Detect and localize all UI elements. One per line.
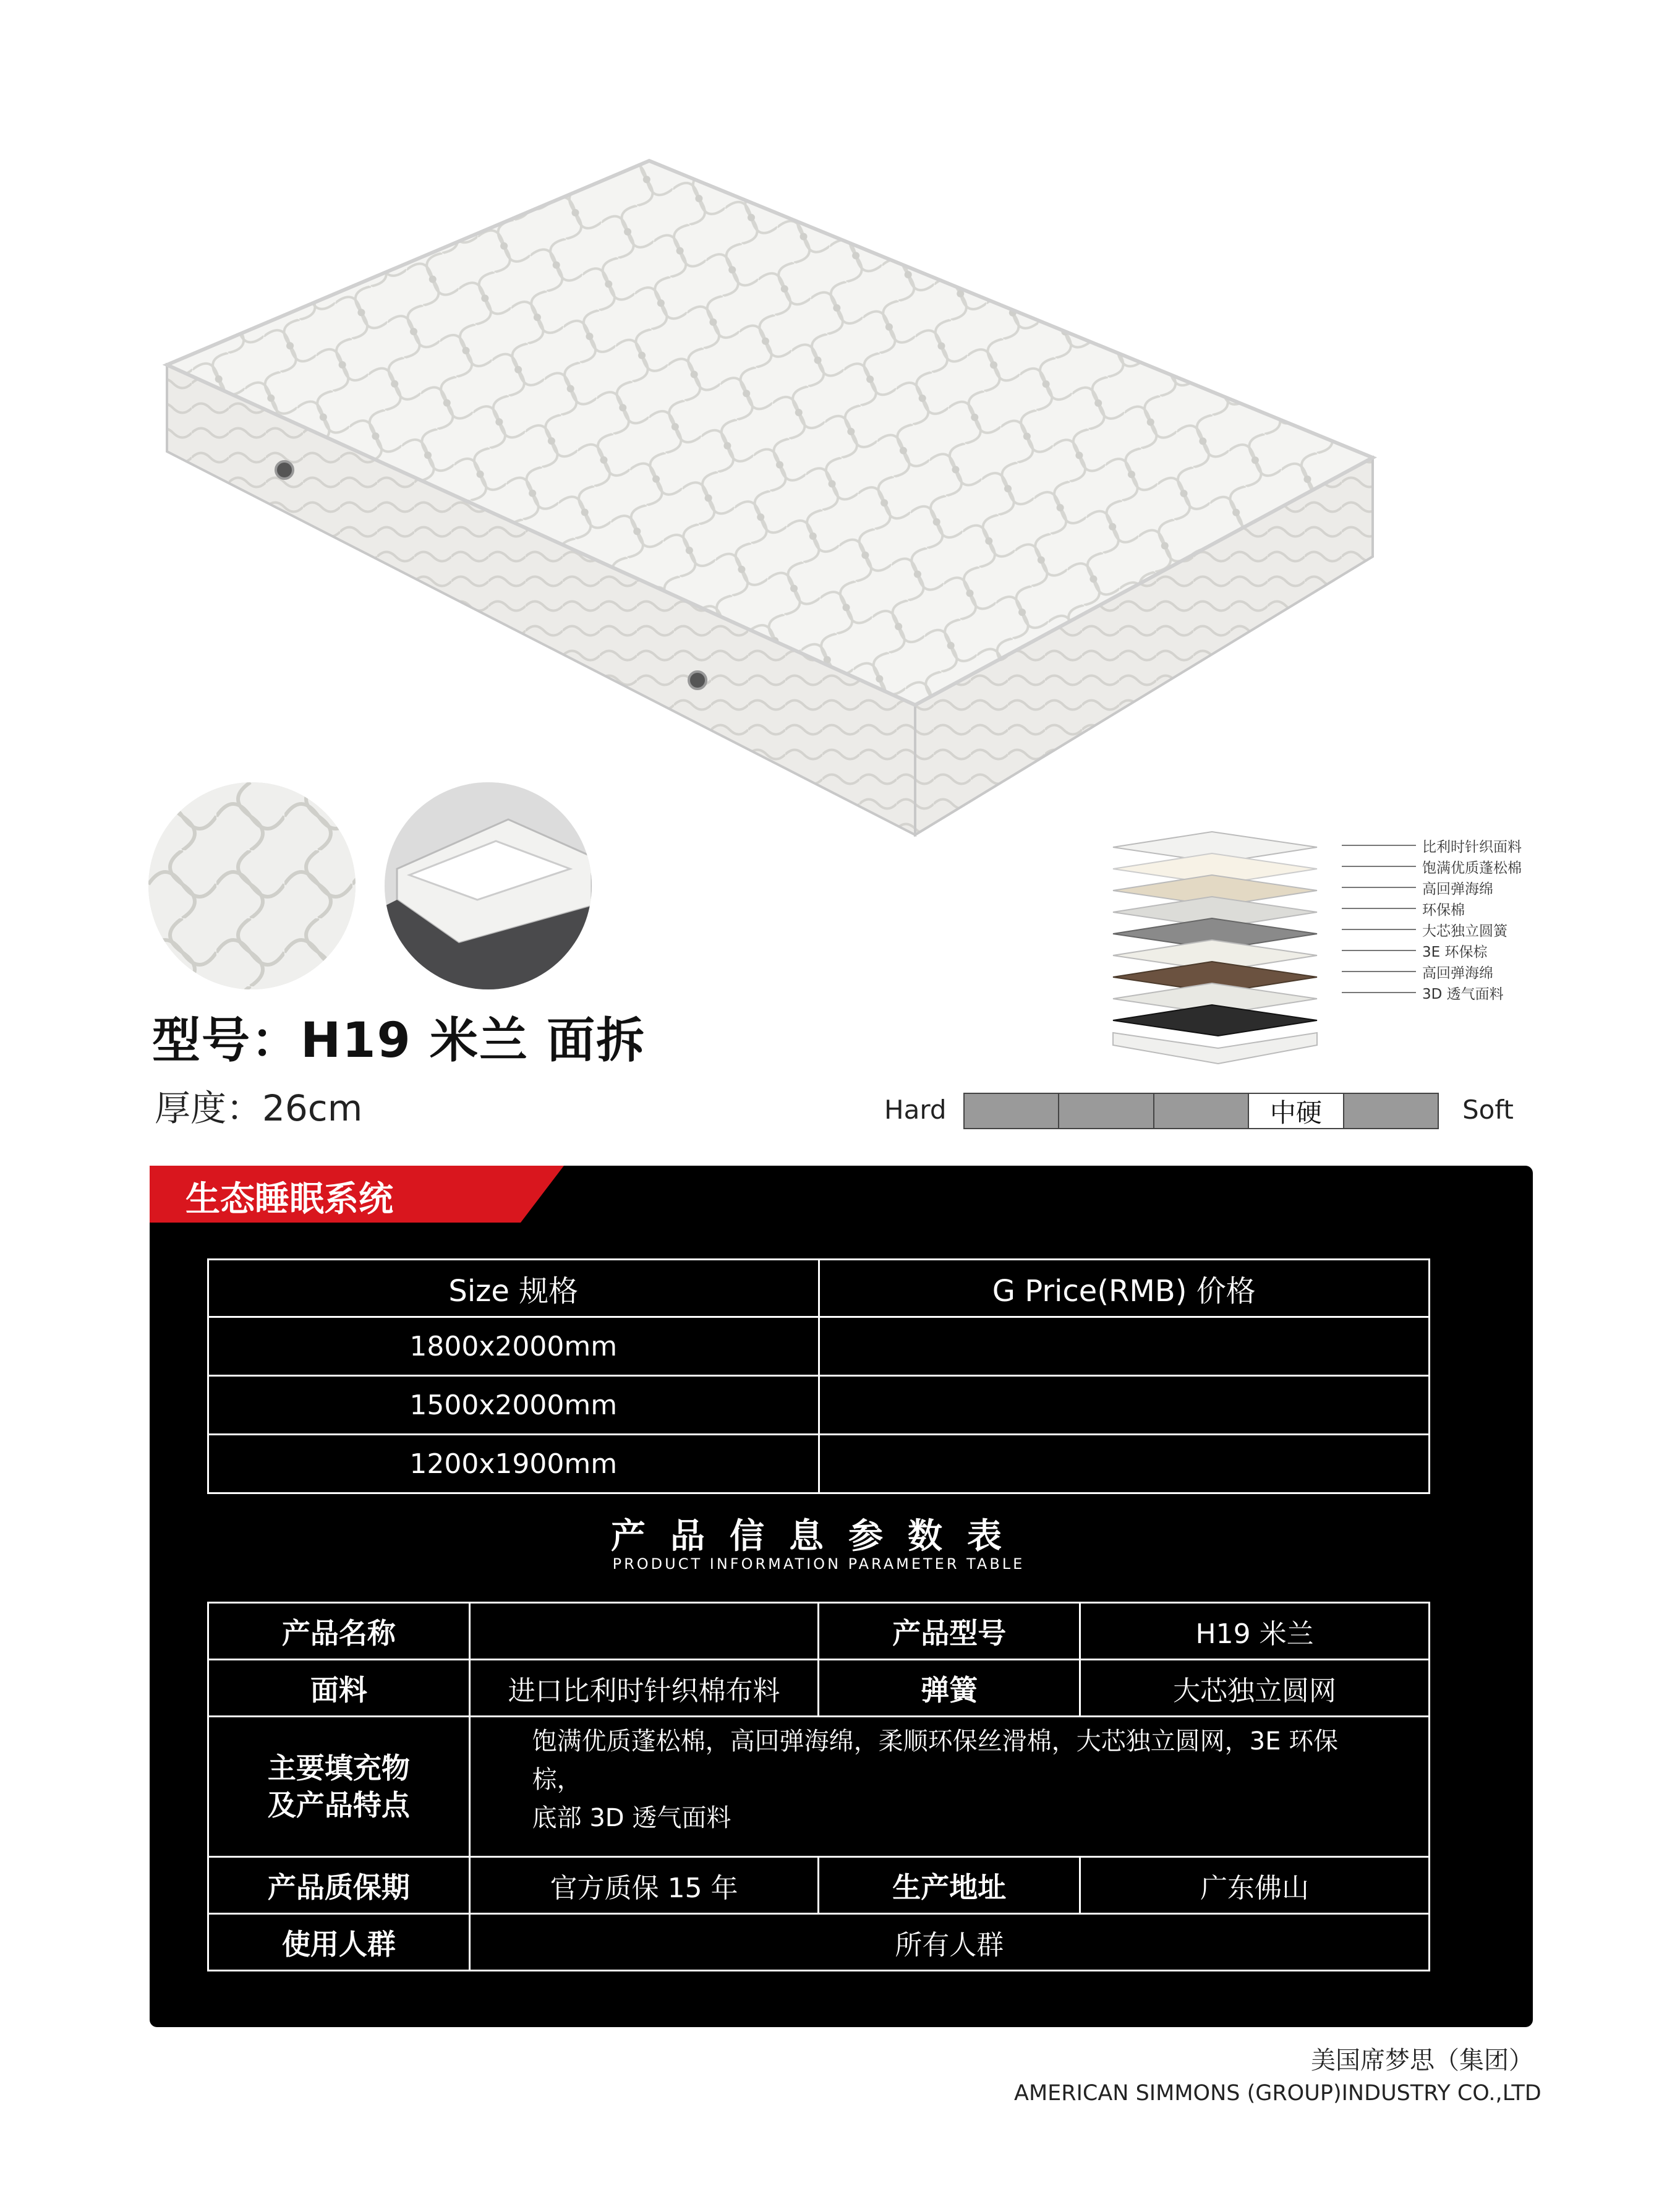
info-key: 产品质保期	[208, 1857, 470, 1914]
info-key	[208, 1717, 470, 1857]
hardness-segment-selected: 中硬	[1249, 1094, 1344, 1128]
info-key: 产品型号	[819, 1603, 1080, 1660]
table-row	[208, 1914, 1430, 1971]
feature-line: 饱满优质蓬松棉，高回弹海绵，柔顺环保丝滑棉，大芯独立圆网，3E 环保棕，	[532, 1727, 1339, 1794]
product-info-table	[207, 1602, 1430, 1971]
info-value	[469, 1603, 819, 1660]
hardness-segment	[965, 1094, 1059, 1128]
hardness-scale	[963, 1093, 1439, 1129]
info-value: 官方质保 15 年	[469, 1857, 819, 1914]
hardness-hard-label: Hard	[884, 1095, 947, 1125]
table-row	[208, 1435, 1430, 1493]
table-row	[208, 1603, 1430, 1660]
info-table-subtitle: PRODUCT INFORMATION PARAMETER TABLE	[612, 1555, 1025, 1573]
info-value: 广东佛山	[1080, 1857, 1430, 1914]
company-name-en: AMERICAN SIMMONS (GROUP)INDUSTRY CO.,LTD	[1014, 2081, 1541, 2106]
info-key: 产品名称	[208, 1603, 470, 1660]
table-row	[208, 1660, 1430, 1717]
model-title: 型号：H19 米兰 面拆	[152, 1013, 646, 1069]
layer-label-text: 3E 环保棕	[1422, 944, 1488, 960]
layer-label	[1342, 919, 1577, 940]
layer-label-text: 3D 透气面料	[1422, 986, 1504, 1002]
price-cell	[819, 1435, 1430, 1493]
hardness-segment	[1344, 1094, 1438, 1128]
info-key: 弹簧	[819, 1660, 1080, 1717]
layer-label-text: 高回弹海绵	[1422, 881, 1493, 897]
price-header: G Price(RMB) 价格	[819, 1260, 1430, 1317]
info-table-title: 产品信息参数表	[611, 1516, 1026, 1557]
layer-label	[1342, 835, 1577, 856]
layer-label-text: 大芯独立圆簧	[1422, 923, 1507, 939]
layer-label	[1342, 856, 1577, 877]
layer-label	[1342, 877, 1577, 898]
layer-label	[1342, 940, 1577, 961]
section-banner-title: 生态睡眠系统	[185, 1179, 393, 1219]
mattress-image	[155, 148, 1490, 847]
table-row	[208, 1317, 1430, 1376]
size-cell: 1200x1900mm	[208, 1435, 819, 1493]
info-key: 生产地址	[819, 1857, 1080, 1914]
info-key: 面料	[208, 1660, 470, 1717]
hardness-segment	[1154, 1094, 1249, 1128]
price-cell	[819, 1376, 1430, 1435]
layer-label-text: 比利时针织面料	[1422, 839, 1522, 855]
layer-labels	[1342, 835, 1577, 1003]
info-value	[469, 1717, 1429, 1857]
layer-label	[1342, 961, 1577, 982]
thickness-label: 厚度：26cm	[155, 1087, 363, 1129]
info-value: 所有人群	[469, 1914, 1429, 1971]
size-cell: 1500x2000mm	[208, 1376, 819, 1435]
size-header: Size 规格	[208, 1260, 819, 1317]
layer-label	[1342, 982, 1577, 1003]
removable-cover-detail-image	[385, 782, 592, 989]
hardness-soft-label: Soft	[1462, 1095, 1514, 1125]
info-key-line: 主要填充物	[267, 1751, 410, 1785]
layer-structure-image	[1094, 829, 1336, 1070]
layer-label-text: 环保棉	[1422, 902, 1465, 918]
info-value: 大芯独立圆网	[1080, 1660, 1430, 1717]
fabric-detail-image	[148, 782, 356, 989]
size-price-table	[207, 1258, 1430, 1494]
layer-label-text: 高回弹海绵	[1422, 965, 1493, 981]
table-row	[208, 1857, 1430, 1914]
table-header-row	[208, 1260, 1430, 1317]
info-key: 使用人群	[208, 1914, 470, 1971]
layer-label	[1342, 898, 1577, 919]
size-cell: 1800x2000mm	[208, 1317, 819, 1376]
hardness-segment	[1059, 1094, 1154, 1128]
info-value: 进口比利时针织棉布料	[469, 1660, 819, 1717]
company-name-cn: 美国席梦思（集团）	[1311, 2046, 1533, 2075]
table-row	[208, 1376, 1430, 1435]
info-key-line: 及产品特点	[267, 1788, 410, 1822]
feature-line: 底部 3D 透气面料	[532, 1804, 731, 1832]
price-cell	[819, 1317, 1430, 1376]
layer-label-text: 饱满优质蓬松棉	[1422, 860, 1522, 876]
info-value: H19 米兰	[1080, 1603, 1430, 1660]
table-row	[208, 1717, 1430, 1857]
